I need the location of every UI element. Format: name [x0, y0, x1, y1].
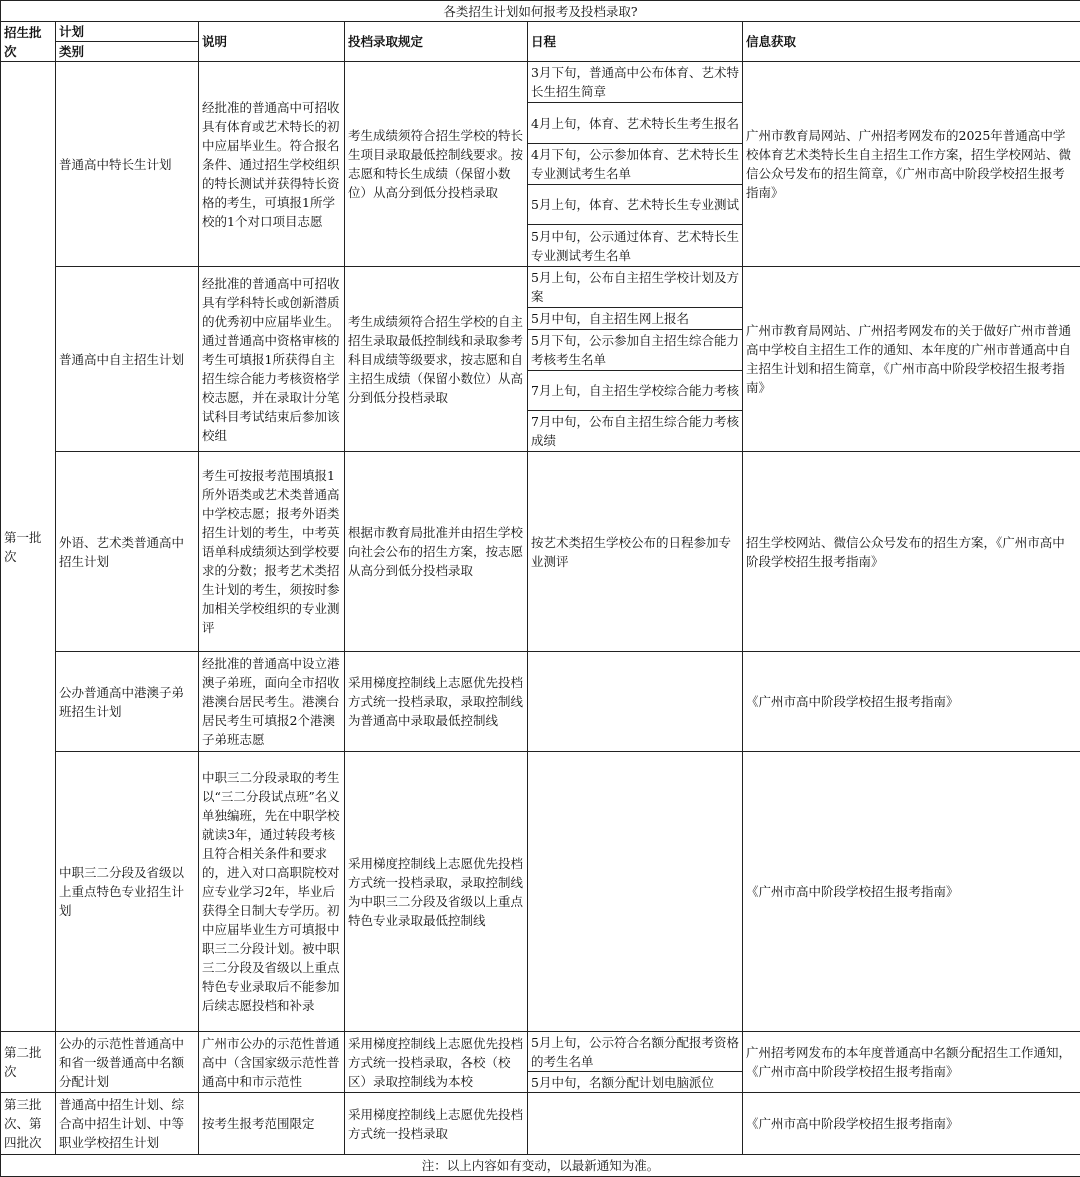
schedule-cell	[528, 1093, 743, 1155]
table-row	[1, 267, 1080, 452]
admission-rules: 采用梯度控制线上志愿优先投档方式统一投档录取，录取控制线为普通高中录取最低控制线	[345, 652, 528, 752]
admission-rules: 考生成绩须符合招生学校的自主招生录取最低控制线和录取参考科目成绩等级要求，按志愿和自主招生成绩（保留小数位）从高分到低分投档录取	[345, 267, 528, 452]
schedule-cell	[528, 652, 743, 752]
table-row	[1, 452, 1080, 652]
schedule-cell	[528, 267, 743, 452]
plan-name: 普通高中自主招生计划	[56, 267, 199, 452]
table-row	[1, 62, 1080, 267]
plan-description: 中职三二分段录取的考生以“三二分段试点班”名义单独编班，先在中职学校就读3年，通过转段考核且符合相关条件和要求的，进入对口高职院校对应专业学习2年，毕业后获得全日制大专学历。初中应届毕业生方可填报中职三二分段计划。被中职三二分段及省级以上重点特色专业录取后不能参加后续志愿投档和补录	[199, 752, 345, 1032]
info-source: 《广州市高中阶段学校招生报考指南》	[743, 752, 1080, 1032]
admission-rules: 采用梯度控制线上志愿优先投档方式统一投档录取，录取控制线为中职三二分段及省级以上重点特色专业录取最低控制线	[345, 752, 528, 1032]
schedule-item: 7月中旬，公布自主招生综合能力考核成绩	[528, 411, 742, 451]
plan-description: 经批准的普通高中设立港澳子弟班，面向全市招收港澳台居民考生。港澳台居民考生可填报2个港澳子弟班志愿	[199, 652, 345, 752]
header-category: 类别	[56, 42, 199, 62]
footnote: 注：以上内容如有变动，以最新通知为准。	[1, 1155, 1080, 1177]
plan-name: 公办的示范性普通高中和省一级普通高中名额分配计划	[56, 1032, 199, 1093]
schedule-item: 4月上旬，体育、艺术特长生考生报名	[528, 103, 742, 144]
plan-name: 普通高中招生计划、综合高中招生计划、中等职业学校招生计划	[56, 1093, 199, 1155]
plan-description: 经批准的普通高中可招收具有学科特长或创新潜质的优秀初中应届毕业生。通过普通高中资格审核的考生可填报1所获得自主招生综合能力考核资格学校志愿，并在录取计分笔试科目考试结束后参加该校组	[199, 267, 345, 452]
table-row	[1, 652, 1080, 752]
table-row	[1, 1093, 1080, 1155]
schedule-item: 7月上旬，自主招生学校综合能力考核	[528, 371, 742, 411]
schedule-cell: 按艺术类招生学校公布的日程参加专业测评	[528, 452, 743, 652]
schedule-item: 5月上旬，体育、艺术特长生专业测试	[528, 185, 742, 225]
header-description: 说明	[199, 22, 345, 62]
schedule-item: 4月下旬，公示参加体育、艺术特长生专业测试考生名单	[528, 144, 742, 185]
info-source: 广州市教育局网站、广州招考网发布的2025年普通高中学校体育艺术类特长生自主招生工作方案，招生学校网站、微信公众号发布的招生简章，《广州市高中阶段学校招生报考指南》	[743, 62, 1080, 267]
admission-rules: 根据市教育局批准并由招生学校向社会公布的招生方案，按志愿从高分到低分投档录取	[345, 452, 528, 652]
info-source: 广州市教育局网站、广州招考网发布的关于做好广州市普通高中学校自主招生工作的通知、本年度的广州市普通高中自主招生计划和招生简章，《广州市高中阶段学校招生报考指南》	[743, 267, 1080, 452]
admission-rules: 采用梯度控制线上志愿优先投档方式统一投档录取，各校（校区）录取控制线为本校	[345, 1032, 528, 1093]
header-schedule: 日程	[528, 22, 743, 62]
schedule-item: 5月中旬，自主招生网上报名	[528, 308, 742, 330]
info-source: 招生学校网站、微信公众号发布的招生方案，《广州市高中阶段学校招生报考指南》	[743, 452, 1080, 652]
schedule-item: 5月上旬，公示符合名额分配报考资格的考生名单	[528, 1032, 742, 1072]
plan-name: 外语、艺术类普通高中招生计划	[56, 452, 199, 652]
plan-description: 经批准的普通高中可招收具有体育或艺术特长的初中应届毕业生。符合报名条件、通过招生学校组织的特长测试并获得特长资格的考生，可填报1所学校的1个对口项目志愿	[199, 62, 345, 267]
plan-name: 中职三二分段及省级以上重点特色专业招生计划	[56, 752, 199, 1032]
batch-first: 第一批次	[1, 62, 56, 1032]
batch-second: 第二批次	[1, 1032, 56, 1093]
table-row	[1, 1032, 1080, 1093]
table-title: 各类招生计划如何报考及投档录取?	[1, 1, 1080, 22]
batch-third: 第三批次、第四批次	[1, 1093, 56, 1155]
plan-description: 考生可按报考范围填报1所外语类或艺术类普通高中学校志愿；报考外语类招生计划的考生，中考英语单科成绩须达到学校要求的分数；报考艺术类招生计划的考生，须按时参加相关学校组织的专业测评	[199, 452, 345, 652]
header-batch: 招生批次	[1, 22, 56, 62]
schedule-item: 5月下旬，公示参加自主招生综合能力考核考生名单	[528, 330, 742, 371]
admission-rules: 采用梯度控制线上志愿优先投档方式统一投档录取	[345, 1093, 528, 1155]
schedule-item: 5月中旬，名额分配计划电脑派位	[528, 1072, 742, 1092]
admission-rules: 考生成绩须符合招生学校的特长生项目录取最低控制线要求。按志愿和特长生成绩（保留小数位）从高分到低分投档录取	[345, 62, 528, 267]
schedule-cell	[528, 1032, 743, 1093]
plan-description: 按考生报考范围限定	[199, 1093, 345, 1155]
header-rules: 投档录取规定	[345, 22, 528, 62]
info-source: 广州招考网发布的本年度普通高中名额分配招生工作通知，《广州市高中阶段学校招生报考指南》	[743, 1032, 1080, 1093]
schedule-item: 5月上旬，公布自主招生学校计划及方案	[528, 267, 742, 308]
header-info: 信息获取	[743, 22, 1080, 62]
plan-name: 公办普通高中港澳子弟班招生计划	[56, 652, 199, 752]
info-source: 《广州市高中阶段学校招生报考指南》	[743, 1093, 1080, 1155]
schedule-cell	[528, 752, 743, 1032]
schedule-item: 5月中旬，公示通过体育、艺术特长生专业测试考生名单	[528, 225, 742, 266]
plan-name: 普通高中特长生计划	[56, 62, 199, 267]
header-plan: 计划	[56, 22, 199, 42]
table-row	[1, 752, 1080, 1032]
schedule-item: 3月下旬，普通高中公布体育、艺术特长生招生简章	[528, 62, 742, 103]
schedule-cell	[528, 62, 743, 267]
plan-description: 广州市公办的示范性普通高中（含国家级示范性普通高中和市示范性	[199, 1032, 345, 1093]
info-source: 《广州市高中阶段学校招生报考指南》	[743, 652, 1080, 752]
